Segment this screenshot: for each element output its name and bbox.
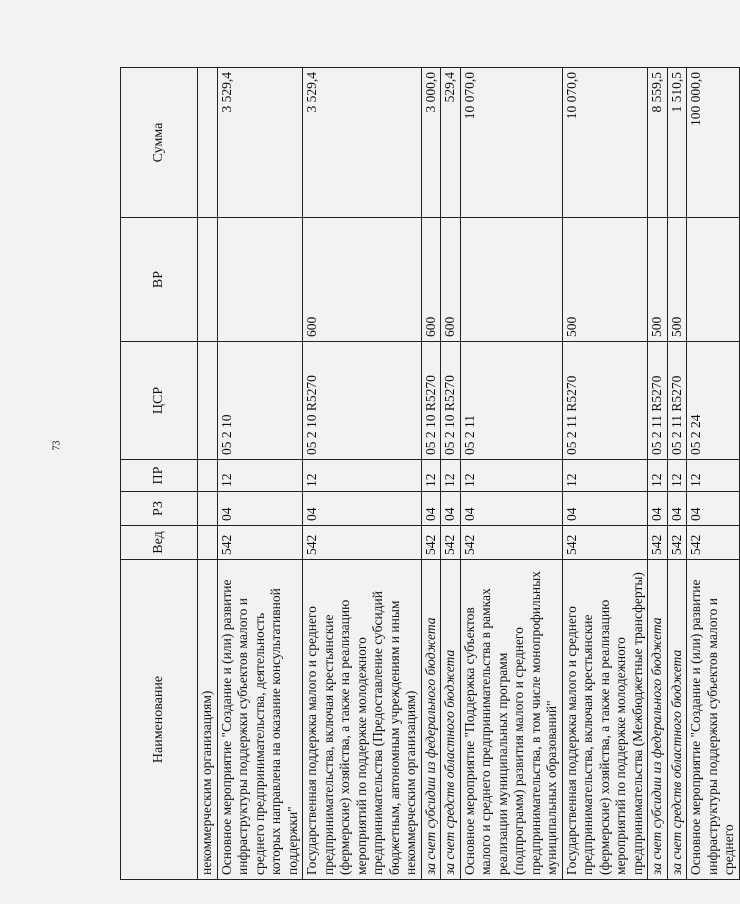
- rotated-page: [120, 68, 736, 880]
- cell-pr: 12: [421, 460, 441, 492]
- cell-csr: 05 2 11 R5270: [648, 342, 668, 460]
- cell-rz: 04: [687, 492, 740, 526]
- cell-csr: 05 2 10 R5270: [441, 342, 461, 460]
- cell-sum: 8 559,5: [648, 68, 668, 218]
- table-row: [303, 68, 422, 880]
- header-name: Наименование: [121, 560, 198, 880]
- cell-rz: 04: [303, 492, 422, 526]
- header-rz: РЗ: [121, 492, 198, 526]
- cell-rz: 04: [460, 492, 562, 526]
- cell-ved: 542: [460, 526, 562, 560]
- table-row: [687, 68, 740, 880]
- cell-ved: 542: [562, 526, 648, 560]
- cell-name: некоммерческим организациям): [198, 560, 218, 880]
- table-header-row: [121, 68, 198, 880]
- cell-sum: 100 000,0: [687, 68, 740, 218]
- cell-rz: 04: [441, 492, 461, 526]
- cell-sum: [198, 68, 218, 218]
- table-row: [421, 68, 441, 880]
- cell-name: за счет средств областного бюджета: [667, 560, 687, 880]
- table-row: [667, 68, 687, 880]
- cell-pr: 12: [687, 460, 740, 492]
- cell-name: за счет средств областного бюджета: [441, 560, 461, 880]
- cell-sum: 10 070,0: [460, 68, 562, 218]
- table-row: [562, 68, 648, 880]
- cell-pr: 12: [562, 460, 648, 492]
- cell-sum: 10 070,0: [562, 68, 648, 218]
- cell-pr: 12: [460, 460, 562, 492]
- cell-sum: 3 000,0: [421, 68, 441, 218]
- header-csr: ЦСР: [121, 342, 198, 460]
- cell-pr: 12: [303, 460, 422, 492]
- cell-name: за счет субсидии из федерального бюджета: [648, 560, 668, 880]
- cell-rz: [198, 492, 218, 526]
- header-pr: ПР: [121, 460, 198, 492]
- cell-rz: 04: [648, 492, 668, 526]
- cell-sum: 3 529,4: [217, 68, 303, 218]
- cell-vr: 600: [421, 218, 441, 342]
- cell-vr: 600: [303, 218, 422, 342]
- cell-csr: 05 2 11 R5270: [667, 342, 687, 460]
- cell-name: Государственная поддержка малого и среднего предпринимательства, включая крестьянские (фермерские) хозяйства, а также на реализацию мероприятий по поддержке молодежного предпринимательства (Межбюджетные трансферты): [562, 560, 648, 880]
- table-row: [460, 68, 562, 880]
- cell-csr: 05 2 11 R5270: [562, 342, 648, 460]
- cell-csr: 05 2 11: [460, 342, 562, 460]
- table-row: [648, 68, 668, 880]
- cell-rz: 04: [667, 492, 687, 526]
- cell-rz: 04: [562, 492, 648, 526]
- cell-vr: 600: [441, 218, 461, 342]
- cell-vr: [217, 218, 303, 342]
- cell-name: за счет субсидии из федерального бюджета: [421, 560, 441, 880]
- cell-pr: 12: [648, 460, 668, 492]
- cell-vr: [687, 218, 740, 342]
- cell-pr: [198, 460, 218, 492]
- cell-pr: 12: [217, 460, 303, 492]
- table-row: [198, 68, 218, 880]
- page-number: 73: [51, 440, 63, 451]
- cell-vr: 500: [562, 218, 648, 342]
- cell-csr: [198, 342, 218, 460]
- cell-ved: 542: [303, 526, 422, 560]
- cell-ved: [198, 526, 218, 560]
- budget-table: [120, 67, 740, 880]
- header-vr: ВР: [121, 218, 198, 342]
- cell-name: Государственная поддержка малого и среднего предпринимательства, включая крестьянские (фермерские) хозяйства, а также на реализацию мероприятий по поддержке молодежного предпринимательства (Предоставление субсидий бюджетным, автономным учреждениям и иным некоммерческим организациям): [303, 560, 422, 880]
- cell-ved: 542: [441, 526, 461, 560]
- cell-sum: 1 510,5: [667, 68, 687, 218]
- cell-pr: 12: [441, 460, 461, 492]
- cell-vr: 500: [667, 218, 687, 342]
- cell-vr: [198, 218, 218, 342]
- cell-sum: 529,4: [441, 68, 461, 218]
- cell-csr: 05 2 10: [217, 342, 303, 460]
- table-row: [217, 68, 303, 880]
- header-ved: Вед: [121, 526, 198, 560]
- cell-ved: 542: [421, 526, 441, 560]
- cell-ved: 542: [217, 526, 303, 560]
- cell-name: Основное мероприятие "Поддержка субъектов малого и среднего предпринимательства в рамках реализации муниципальных программ (подпрограмм) развития малого и среднего предпринимательства, в том числе монопрофильных муниципальных образований": [460, 560, 562, 880]
- cell-vr: [460, 218, 562, 342]
- header-sum: Сумма: [121, 68, 198, 218]
- cell-csr: 05 2 10 R5270: [303, 342, 422, 460]
- table-row: [441, 68, 461, 880]
- cell-csr: 05 2 24: [687, 342, 740, 460]
- cell-csr: 05 2 10 R5270: [421, 342, 441, 460]
- cell-sum: 3 529,4: [303, 68, 422, 218]
- cell-ved: 542: [667, 526, 687, 560]
- cell-name: Основное мероприятие "Создание и (или) развитие инфраструктуры поддержки субъектов малого и среднего предпринимательства, деятельность которых направлена на оказание консультативной поддержки": [217, 560, 303, 880]
- cell-ved: 542: [687, 526, 740, 560]
- cell-rz: 04: [421, 492, 441, 526]
- cell-ved: 542: [648, 526, 668, 560]
- cell-pr: 12: [667, 460, 687, 492]
- cell-vr: 500: [648, 218, 668, 342]
- cell-rz: 04: [217, 492, 303, 526]
- cell-name: Основное мероприятие "Создание и (или) развитие инфраструктуры поддержки субъектов малого и среднего: [687, 560, 740, 880]
